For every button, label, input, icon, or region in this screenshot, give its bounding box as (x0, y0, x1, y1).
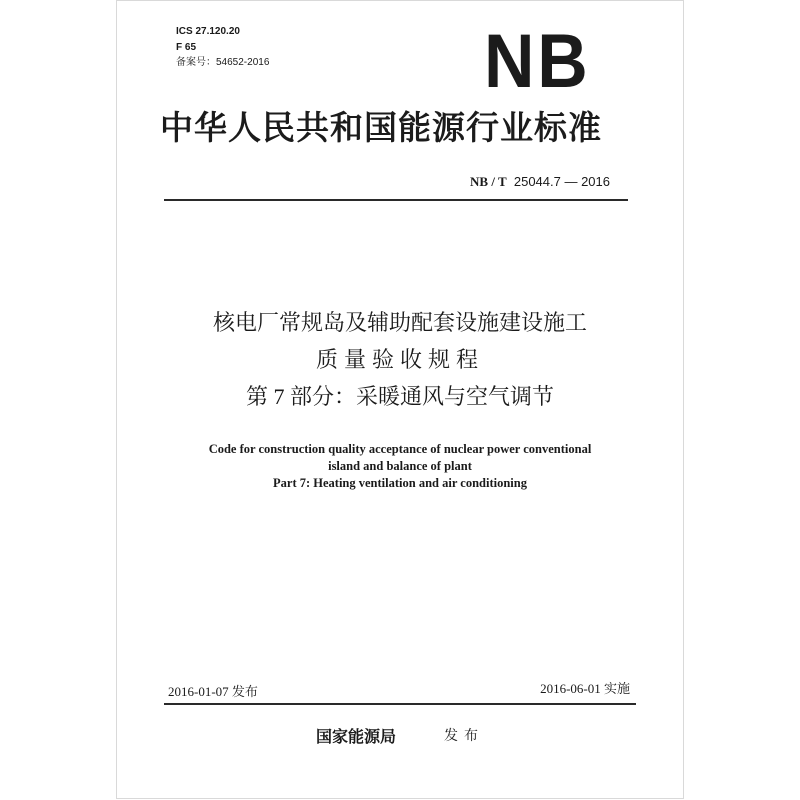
header-divider (164, 199, 628, 201)
classification-code: F 65 (176, 42, 197, 53)
standard-number (470, 174, 610, 190)
standard-prefix: NB / T (470, 174, 507, 189)
english-title-line-1: Code for construction quality acceptance of nuclear power conventional (208, 442, 592, 456)
header-title: 中华人民共和国能源行业标准 (160, 111, 602, 147)
issuer-name: 国家能源局 (316, 727, 397, 746)
english-title-line-3: Part 7: Heating ventilation and air conditioning (273, 476, 527, 490)
nb-logo: NB (484, 19, 591, 104)
issuer-action: 发布 (444, 729, 484, 744)
chinese-title-line-3: 第 7 部分：采暖通风与空气调节 (245, 384, 554, 409)
footer-divider (164, 703, 636, 705)
chinese-title-line-1: 核电厂常规岛及辅助配套设施建设施工 (212, 310, 587, 335)
chinese-title-line-2: 质量验收规程 (315, 347, 484, 372)
english-title-line-2: island and balance of plant (328, 459, 472, 473)
implementation-date: 2016-06-01 实施 (540, 681, 630, 696)
standard-code: 25044.7 — 2016 (513, 174, 610, 189)
record-number: 备案号：54652-2016 (176, 57, 270, 68)
issue-date: 2016-01-07 发布 (168, 684, 258, 699)
ics-code: ICS 27.120.20 (176, 26, 240, 37)
